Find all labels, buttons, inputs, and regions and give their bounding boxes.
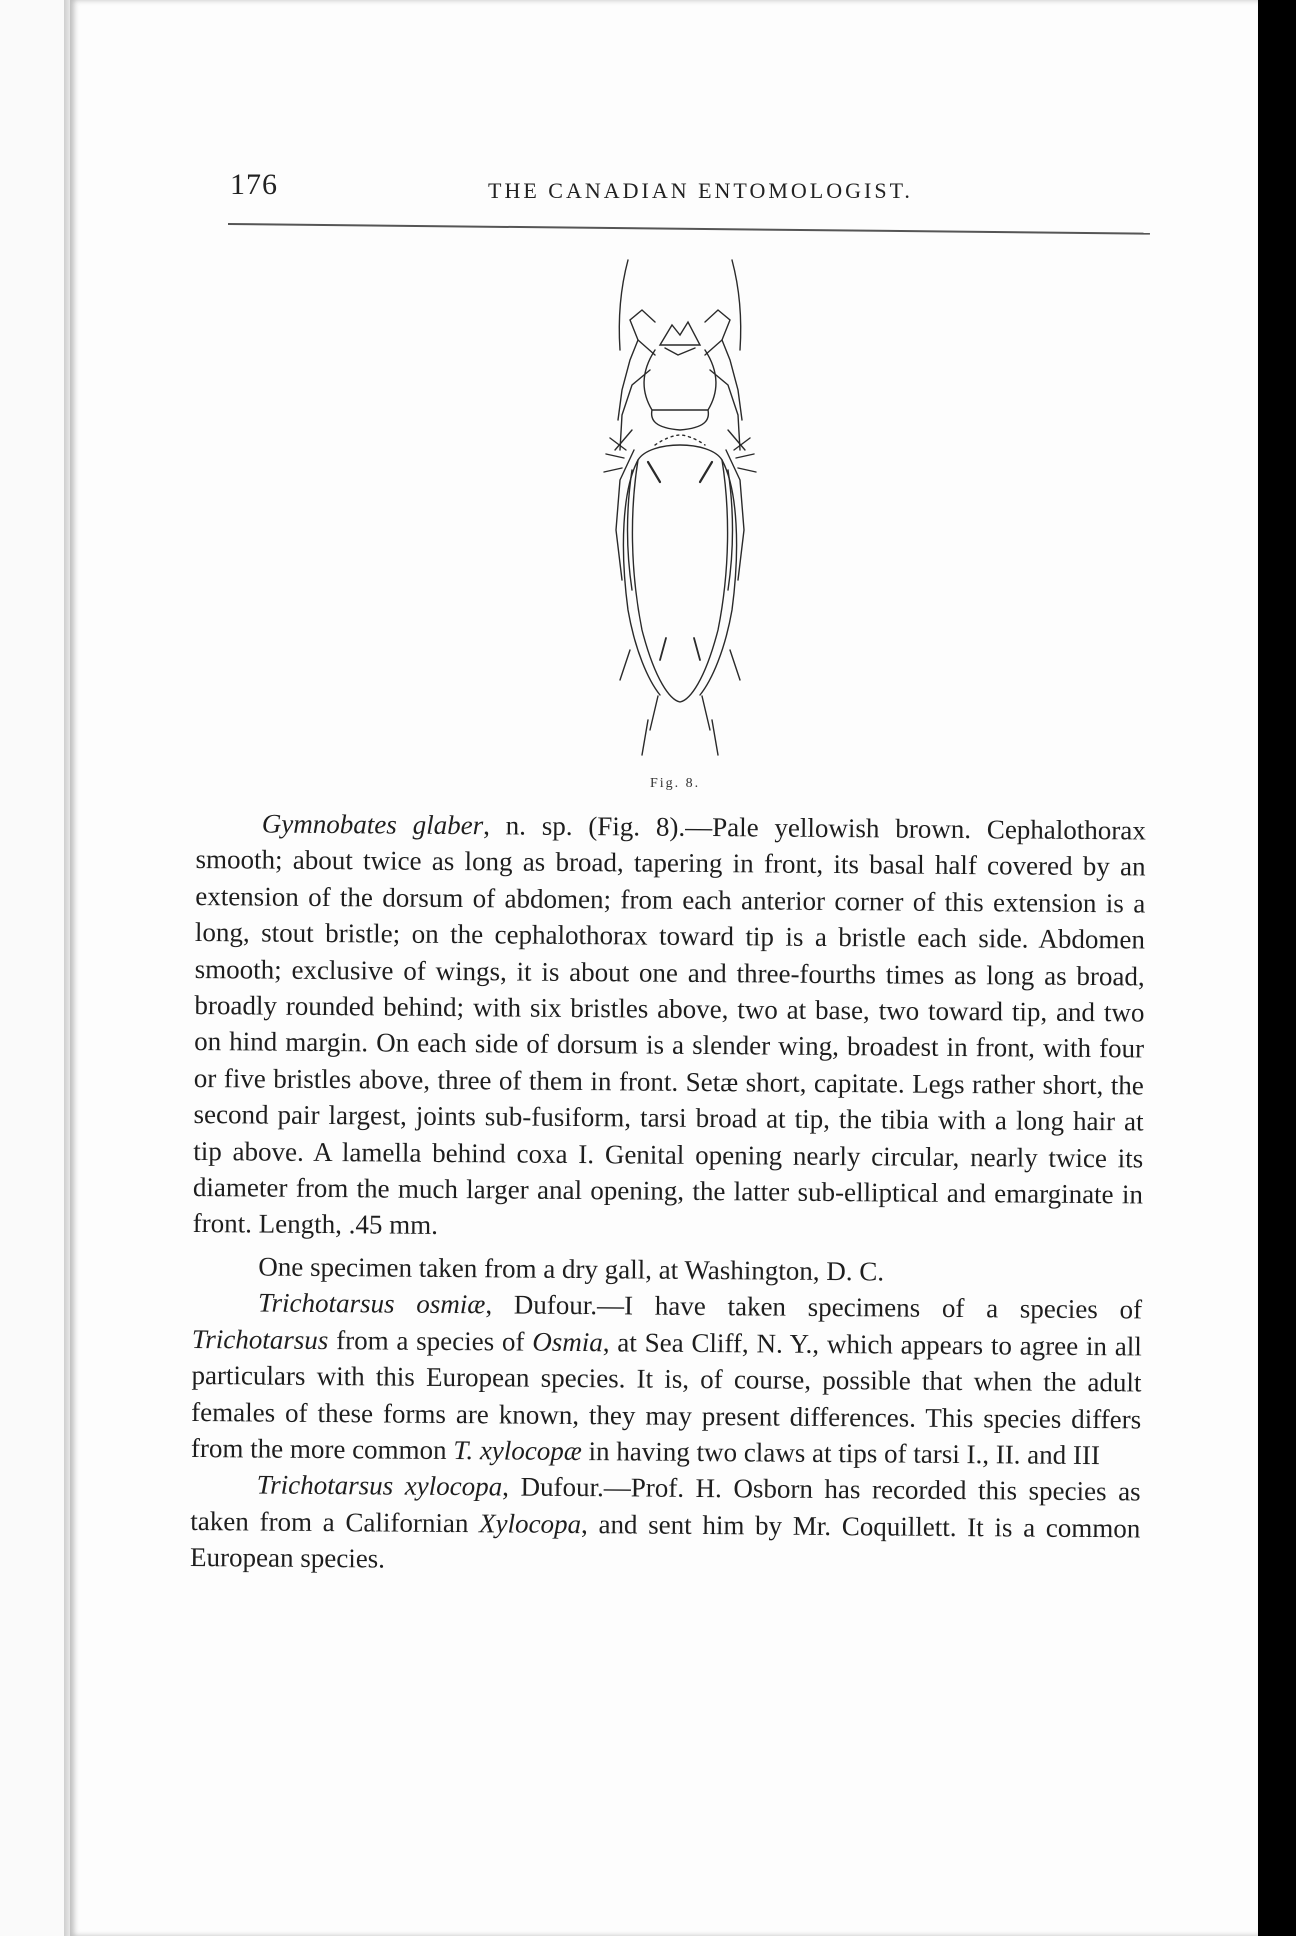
paragraph-text: , and sent him by Mr. Coquillett. It is a common European species.	[189, 1508, 1141, 1574]
species-name: Gymnobates glaber	[261, 808, 484, 841]
figure-caption: Fig. 8.	[650, 776, 701, 791]
genus-name: Trichotarsus	[191, 1323, 329, 1355]
species-name: T. xylocopæ	[453, 1434, 582, 1466]
genus-name: Xylocopa	[478, 1507, 582, 1539]
paragraph-text: from a species of	[328, 1324, 533, 1357]
paragraph-trichotarsus-osmiae	[191, 1284, 1142, 1473]
paragraph-text: , at Sea Cliff, N. Y., which appears to agree in all particulars with this European species. It is, of course, possible that when the adult females of these forms are known, they may present differences. This species differs from the more common	[190, 1326, 1142, 1465]
mite-illustration	[560, 250, 800, 770]
paragraph-text: , n. sp. (Fig. 8).—Pale yellowish brown. Cephalothorax smooth; about twice as long as broad, tapering in front, its basal half covered by an extension of the dorsum of abdomen; from each anterior corner of this extension is a long, stout bristle; on the cephalothorax toward tip is a bristle each side. Abdomen smooth; exclusive of wings, it is about one and three-fourths times as long as broad, broadly rounded behind; with six bristles above, two at base, two toward tip, and two on hind margin. On each side of dorsum is a slender wing, broadest in front, with four or five bristles above, three of them in front. Setæ short, capitate. Legs rather short, the second pair largest, joints sub-fusiform, tarsi broad at tip, the tibia with a long hair at tip above. A lamella behind coxa I. Genital opening nearly circular, nearly twice its diameter from the much larger anal opening, the latter sub-elliptical and emarginate in front. Length, .45 mm.	[192, 810, 1146, 1241]
paragraph-trichotarsus-xylocopa	[190, 1466, 1141, 1583]
species-name: Trichotarsus xylocopa	[256, 1469, 503, 1502]
paragraph-text: in having two claws at tips of tarsi I., II. and III	[581, 1435, 1101, 1471]
running-head: THE CANADIAN ENTOMOLOGIST.	[488, 178, 913, 203]
paragraph-gymnobates	[193, 805, 1146, 1249]
species-name: Trichotarsus osmiæ	[257, 1287, 486, 1320]
paragraph-text: , Dufour.—Prof. H. Osborn has recorded this species as taken from a Californian	[190, 1471, 1141, 1538]
right-black-border	[1258, 0, 1296, 1936]
genus-name: Osmia	[532, 1326, 603, 1357]
article-body	[190, 805, 1146, 1583]
paragraph-text: , Dufour.—I have taken specimens of a species of	[485, 1289, 1143, 1325]
page-number: 176	[230, 168, 278, 201]
page-header	[230, 160, 1150, 220]
paragraph-specimen-note: One specimen taken from a dry gall, at Washington, D. C.	[258, 1251, 885, 1287]
left-margin-strip	[0, 0, 72, 1936]
